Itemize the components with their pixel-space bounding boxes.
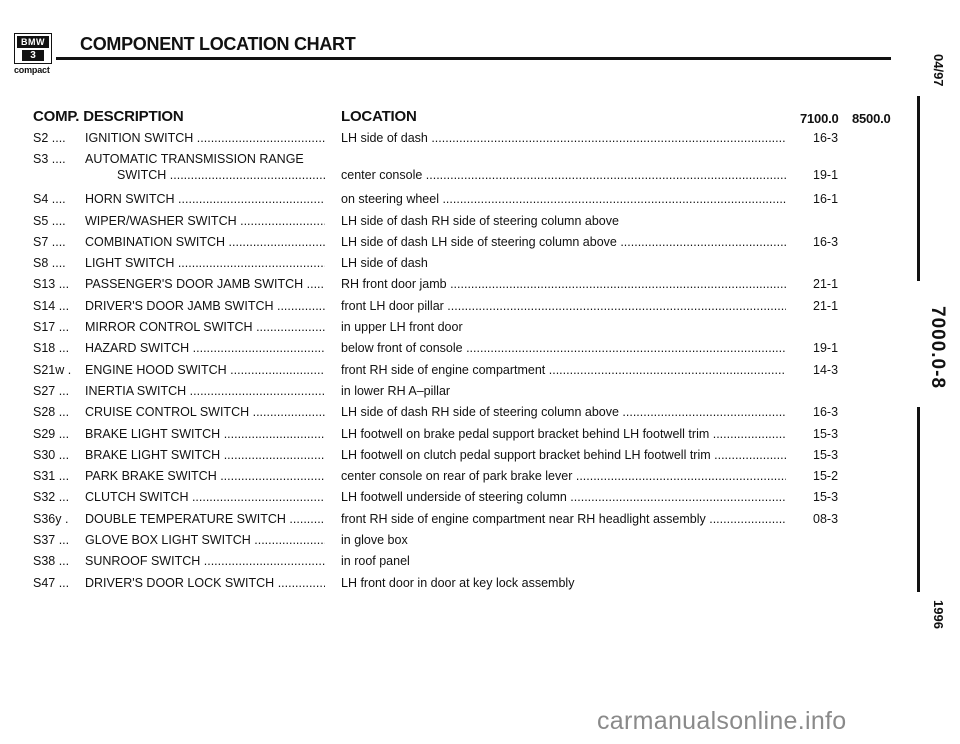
side-date: 04/97: [931, 54, 946, 87]
manual-reference: 19-1: [813, 341, 839, 356]
manual-reference: 15-3: [813, 426, 839, 441]
manual-reference: 08-3: [813, 511, 839, 526]
table-row: [0, 235, 900, 256]
manual-reference: 15-2: [813, 469, 839, 484]
manual-reference: 16-3: [813, 234, 839, 249]
component-description: DOUBLE TEMPERATURE SWITCH .....: [85, 512, 325, 526]
component-location: LH front door in door at key lock assembly: [341, 575, 575, 590]
component-description: CRUISE CONTROL SWITCH .....: [85, 405, 325, 419]
side-page-number: 7000.0-8: [927, 306, 948, 390]
component-description: CLUTCH SWITCH .....: [85, 490, 325, 504]
logo-subtitle: compact: [14, 65, 50, 75]
table-row: [0, 533, 900, 554]
component-description: HORN SWITCH .....: [85, 192, 325, 206]
manual-reference: 16-3: [813, 405, 839, 420]
manual-reference: 15-3: [813, 490, 839, 505]
header-rule: [56, 57, 891, 60]
component-description: DRIVER'S DOOR LOCK SWITCH .....: [85, 576, 325, 590]
component-description: ENGINE HOOD SWITCH .....: [85, 363, 325, 377]
manual-reference: 14-3: [813, 362, 839, 377]
component-description: WIPER/WASHER SWITCH .....: [85, 214, 325, 228]
component-code: S4 ....: [33, 192, 66, 207]
table-row: [0, 427, 900, 448]
table-row: [0, 512, 900, 533]
column-header-description: COMP. DESCRIPTION: [33, 108, 184, 125]
column-header-ref-7100: 7100.0: [800, 111, 839, 126]
logo-box: [14, 33, 52, 64]
component-location: LH side of dash LH side of steering column above .....: [341, 235, 786, 249]
bmw-3-compact-logo: [14, 33, 52, 75]
logo-series: 3: [22, 50, 44, 61]
component-code: S13 ...: [33, 277, 70, 292]
table-row: [0, 131, 900, 152]
table-row: [0, 469, 900, 490]
table-row: [0, 490, 900, 511]
component-description: MIRROR CONTROL SWITCH .....: [85, 320, 325, 334]
table-row: [0, 256, 900, 277]
table-row: [0, 214, 900, 235]
component-location: LH footwell on brake pedal support bracket behind LH footwell trim .....: [341, 427, 786, 441]
component-location: LH footwell underside of steering column .....: [341, 490, 786, 504]
component-location: LH side of dash RH side of steering column above: [341, 213, 619, 228]
component-code: S37 ...: [33, 533, 70, 548]
table-row: [0, 384, 900, 405]
component-code: S14 ...: [33, 298, 70, 313]
component-location: in lower RH A–pillar: [341, 383, 451, 398]
watermark: carmanualsonline.info: [597, 707, 847, 735]
component-description: LIGHT SWITCH .....: [85, 256, 325, 270]
component-code: S5 ....: [33, 213, 66, 228]
component-code: S28 ...: [33, 405, 70, 420]
component-code: S30 ...: [33, 447, 70, 462]
column-header-ref-8500: 8500.0: [852, 111, 891, 126]
side-year: 1996: [931, 600, 946, 629]
component-code: S2 ....: [33, 131, 66, 145]
table-row: [0, 448, 900, 469]
component-description: PARK BRAKE SWITCH .....: [85, 469, 325, 483]
table-row: [0, 192, 900, 213]
component-location: LH side of dash .....: [341, 131, 786, 145]
component-location: in glove box: [341, 533, 408, 548]
component-description-cont: SWITCH .....: [117, 168, 325, 182]
component-description: GLOVE BOX LIGHT SWITCH .....: [85, 533, 325, 547]
table-row: [0, 152, 900, 192]
side-rule-bottom: [917, 407, 920, 592]
component-description: SUNROOF SWITCH .....: [85, 554, 325, 568]
table-row: [0, 363, 900, 384]
component-code: S31 ...: [33, 469, 70, 484]
table-row: [0, 576, 900, 597]
component-location: front LH door pillar .....: [341, 299, 786, 313]
component-code: S32 ...: [33, 490, 70, 505]
manual-reference: 16-1: [813, 192, 839, 207]
component-description: IGNITION SWITCH .....: [85, 131, 325, 145]
component-location: front RH side of engine compartment near RH headlight assembly .....: [341, 512, 786, 526]
page-title: COMPONENT LOCATION CHART: [80, 34, 356, 54]
component-code: S38 ...: [33, 554, 70, 569]
component-code: S3 ....: [33, 152, 66, 167]
component-description: BRAKE LIGHT SWITCH .....: [85, 427, 325, 441]
table-row: [0, 277, 900, 298]
component-location: center console on rear of park brake lever .....: [341, 469, 786, 483]
component-code: S29 ...: [33, 426, 70, 441]
component-description: HAZARD SWITCH .....: [85, 341, 325, 355]
manual-reference: 15-3: [813, 447, 839, 462]
component-code: S18 ...: [33, 341, 70, 356]
component-location: front RH side of engine compartment .....: [341, 363, 786, 377]
table-row: [0, 554, 900, 575]
column-header-location: LOCATION: [341, 108, 417, 125]
component-location: center console .....: [341, 168, 786, 182]
component-location: in upper LH front door: [341, 320, 463, 335]
component-location: below front of console .....: [341, 341, 786, 355]
table-row: [0, 405, 900, 426]
component-code: S21w .: [33, 362, 72, 377]
component-description: COMBINATION SWITCH .....: [85, 235, 325, 249]
component-location: in roof panel: [341, 554, 410, 569]
component-description: PASSENGER'S DOOR JAMB SWITCH .....: [85, 277, 325, 291]
component-location: LH side of dash: [341, 256, 428, 271]
manual-reference: 19-1: [813, 168, 839, 183]
table-row: [0, 341, 900, 362]
component-code: S36y .: [33, 511, 69, 526]
table-row: [0, 299, 900, 320]
logo-brand: BMW: [17, 36, 49, 48]
component-code: S17 ...: [33, 320, 70, 335]
manual-reference: 21-1: [813, 298, 839, 313]
component-code: S47 ...: [33, 575, 70, 590]
table-row: [0, 320, 900, 341]
component-location: LH side of dash RH side of steering column above .....: [341, 405, 786, 419]
manual-reference: 21-1: [813, 277, 839, 292]
component-description: BRAKE LIGHT SWITCH .....: [85, 448, 325, 462]
component-location: LH footwell on clutch pedal support bracket behind LH footwell trim .....: [341, 448, 786, 462]
component-code: S7 ....: [33, 234, 66, 249]
component-description: DRIVER'S DOOR JAMB SWITCH .....: [85, 299, 325, 313]
component-description: AUTOMATIC TRANSMISSION RANGE: [85, 152, 304, 167]
manual-reference: 16-3: [813, 131, 839, 145]
component-location: RH front door jamb .....: [341, 277, 786, 291]
component-table: [0, 131, 900, 597]
component-description: INERTIA SWITCH .....: [85, 384, 325, 398]
side-rule-top: [917, 96, 920, 281]
component-code: S8 ....: [33, 256, 66, 271]
component-code: S27 ...: [33, 383, 70, 398]
component-location: on steering wheel .....: [341, 192, 786, 206]
